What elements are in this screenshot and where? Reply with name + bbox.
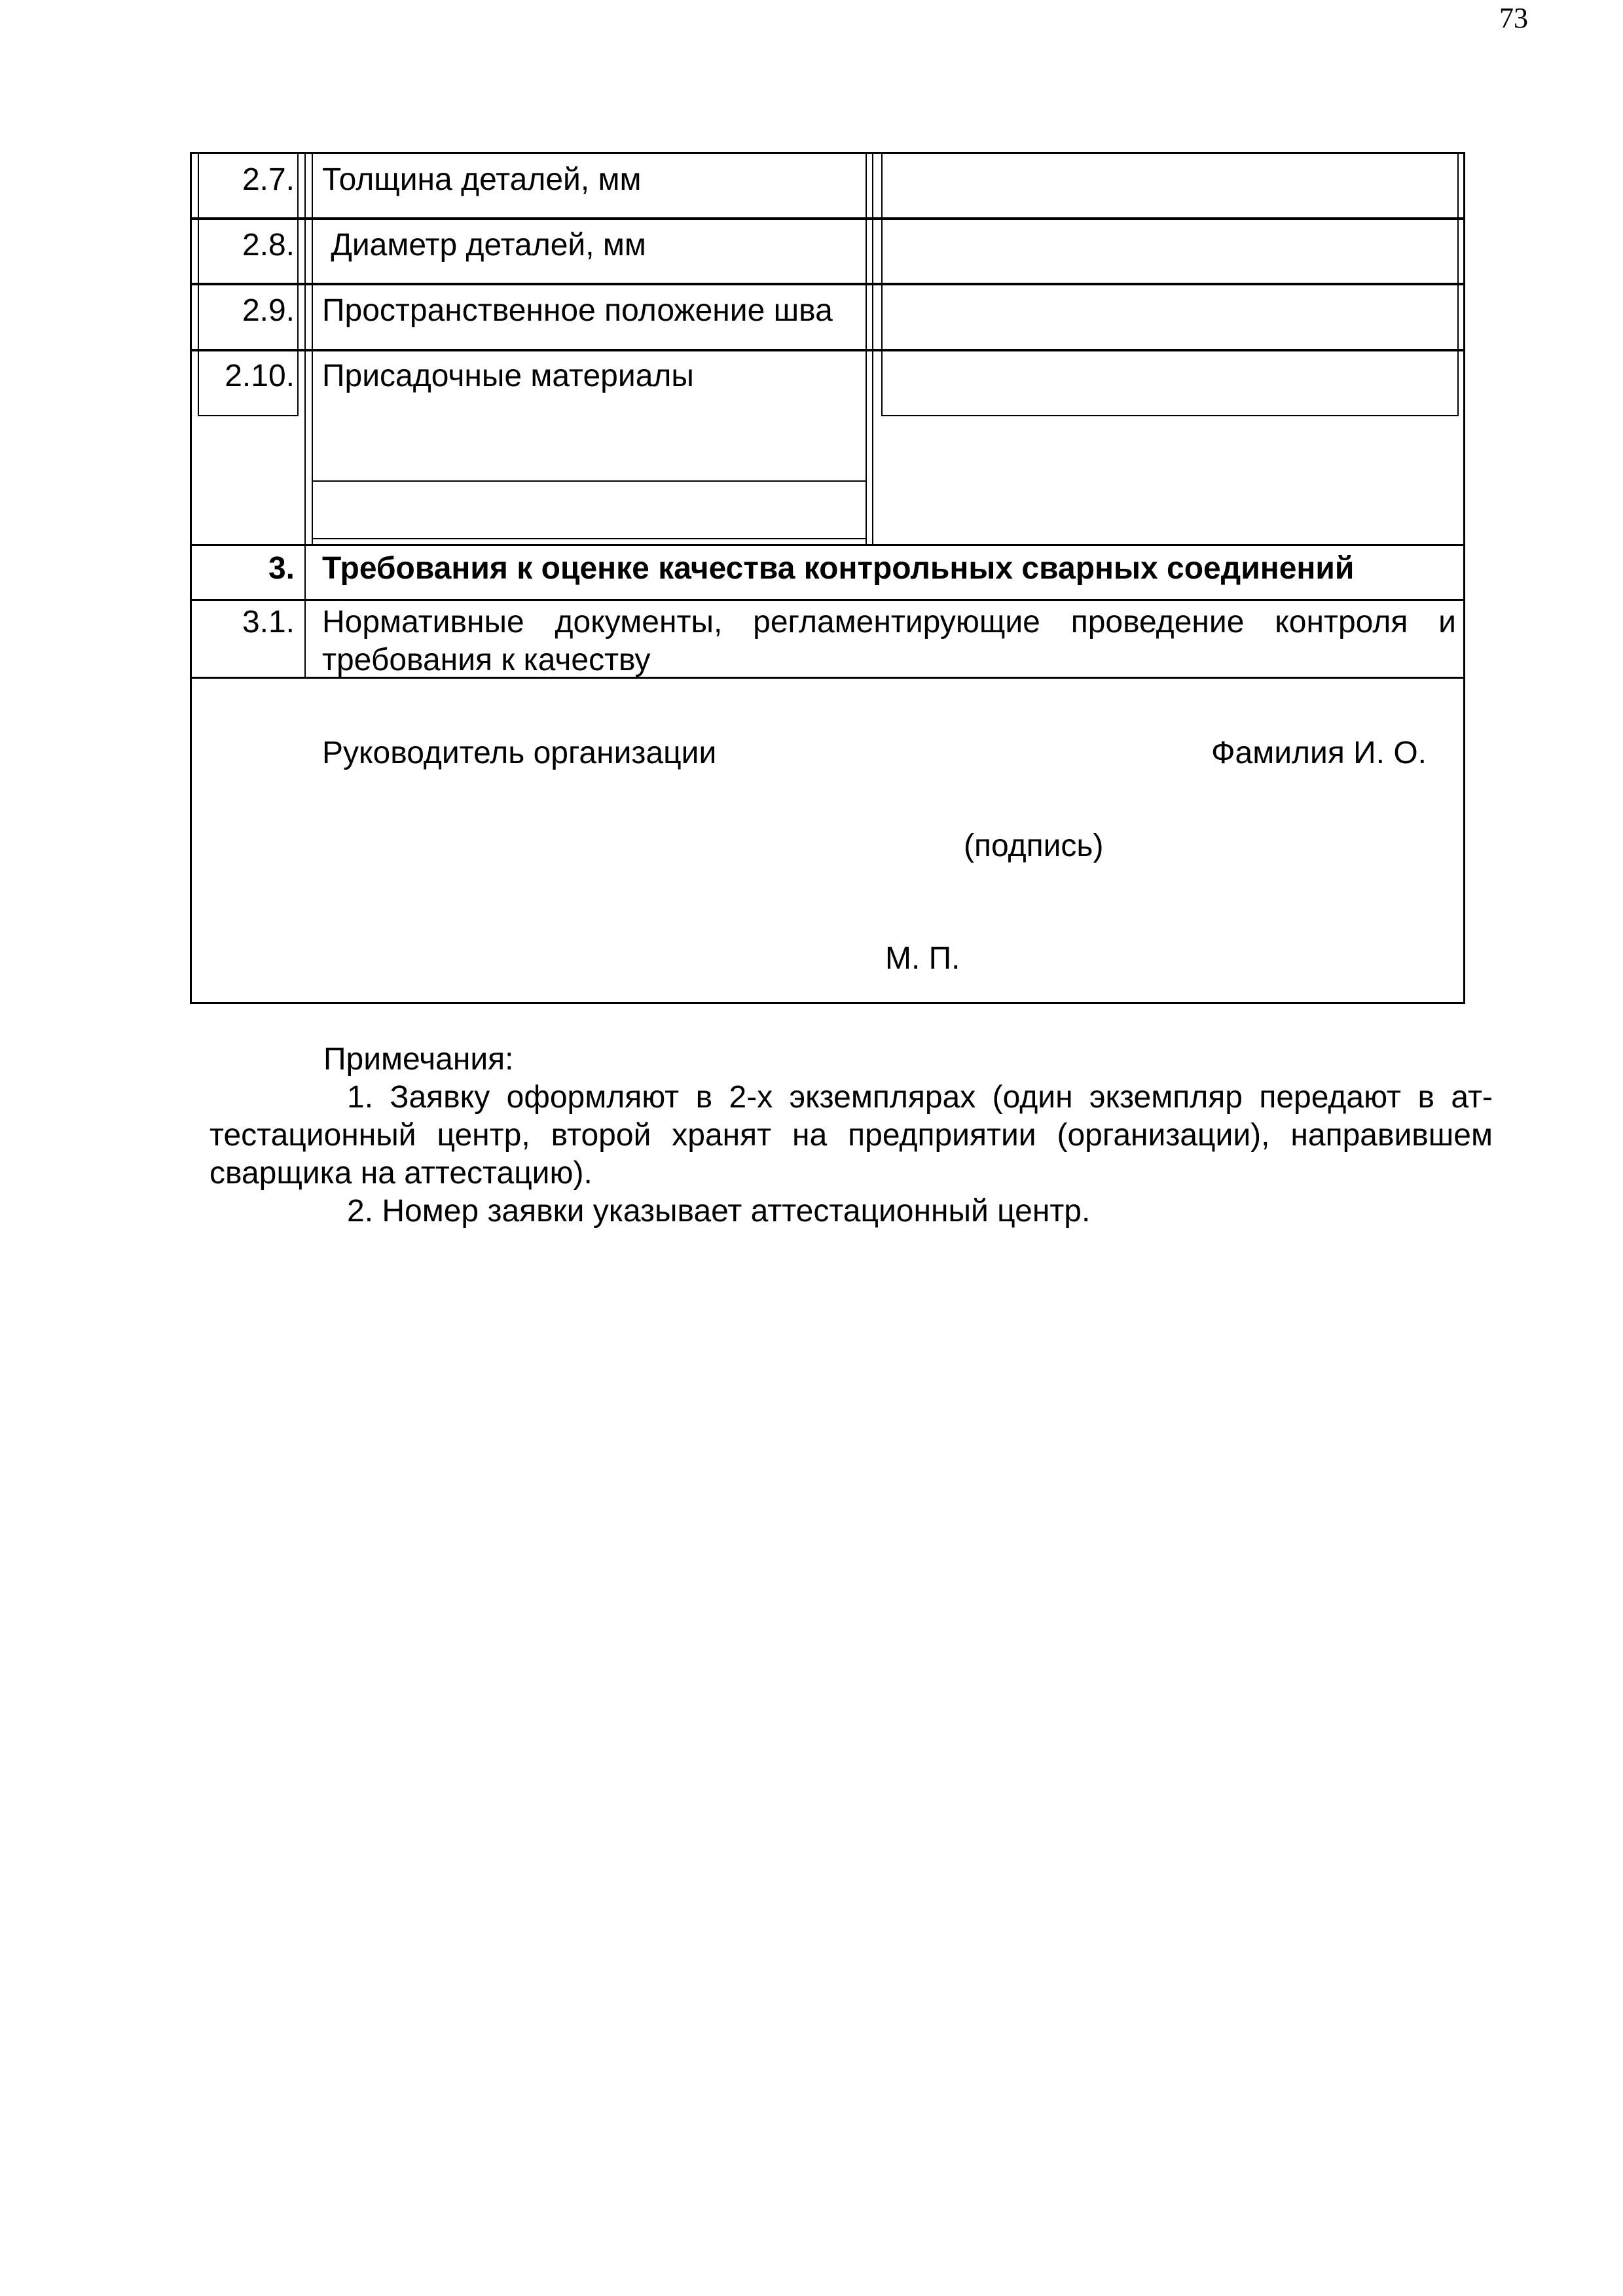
label-divider-lower xyxy=(304,545,306,679)
signature-role: Руководитель организации xyxy=(322,736,717,770)
section-title: Требования к оценке качества контрольных сварных соединений xyxy=(322,551,1355,586)
note-item: 2. Номер заявки указывает аттестационный центр. xyxy=(347,1194,1091,1229)
row-separator xyxy=(190,217,1465,220)
row-number: 2.10. xyxy=(225,359,295,393)
application-form-table xyxy=(190,152,1465,1004)
row-separator xyxy=(190,349,1465,351)
row-number: 3.1. xyxy=(242,605,295,639)
table-right-border xyxy=(1463,152,1465,1004)
row-label: Пространственное положение шва xyxy=(322,293,833,328)
section3-top-line xyxy=(190,544,1465,546)
table-top-border xyxy=(190,152,1465,154)
row-separator xyxy=(190,283,1465,285)
row-number: 2.7. xyxy=(242,162,295,197)
notes-heading: Примечания: xyxy=(323,1042,514,1077)
note-item: 1. Заявку оформляют в 2-х экземплярах (один экземпляр передают в аттестационный центр, второй хранят на предприятии (организации), направившем сварщика на аттестацию). xyxy=(210,1080,1493,1191)
row-label: Диаметр деталей, мм xyxy=(322,228,646,262)
row-label: Присадочные материалы xyxy=(322,359,694,393)
label-subrow-line xyxy=(312,480,867,482)
page-number: 73 xyxy=(1499,2,1528,34)
row-number: 2.8. xyxy=(242,228,295,262)
value-box-bottom-line xyxy=(881,415,1459,416)
stamp-label: М. П. xyxy=(885,941,960,976)
row-label-line2: требования к качеству xyxy=(322,643,651,677)
label-subrow-line xyxy=(312,538,867,539)
value-divider-inner xyxy=(872,152,873,545)
signature-name: Фамилия И. О. xyxy=(1211,736,1427,770)
table-left-border xyxy=(190,152,192,1004)
label-divider-outer xyxy=(304,152,306,545)
row-number: 2.9. xyxy=(242,293,295,328)
row-label: Толщина деталей, мм xyxy=(322,162,642,197)
row-label-line1: Нормативные документы, регламентирующие проведение контроля и xyxy=(322,605,1456,639)
section3-row-line xyxy=(190,599,1465,601)
section-number: 3. xyxy=(268,551,295,586)
notes-section xyxy=(210,1041,1493,1230)
label-divider-inner xyxy=(312,152,313,545)
signature-hint: (подпись) xyxy=(964,829,1104,863)
table-bottom-border xyxy=(190,1002,1465,1004)
num-box-bottom-line xyxy=(198,415,299,416)
value-divider-outer xyxy=(866,152,867,545)
